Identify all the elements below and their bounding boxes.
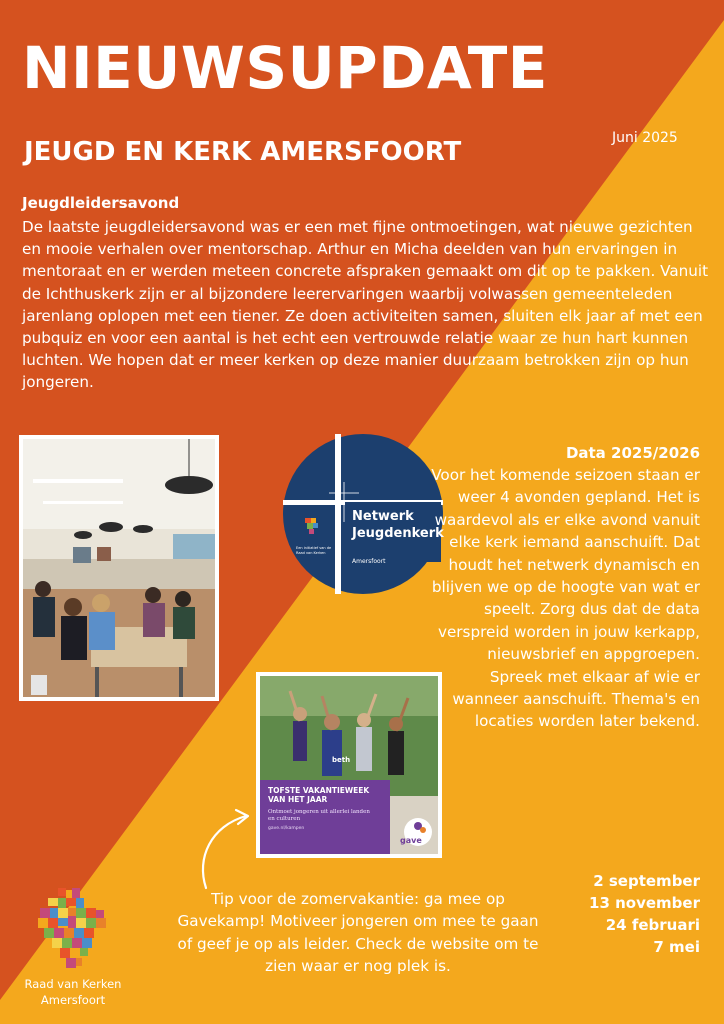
page-title: NIEUWSUPDATE (22, 34, 548, 102)
summer-tip: Tip voor de zomervakantie: ga mee op Gavekamp! Motiveer jongeren om mee te gaan of geef je op als leider. Check de website om te zien waar er nog plek is. (177, 890, 539, 976)
org-name (14, 976, 132, 1008)
date-item: 24 februari (605, 916, 700, 934)
org-name-line1: Raad van Kerken (24, 977, 122, 991)
logo-text-initiative: Een initiatief van de Raad van Kerken (296, 546, 332, 555)
raad-van-kerken-logo (36, 886, 110, 974)
curved-arrow-icon (196, 808, 256, 892)
logo-text-city: Amersfoort (352, 558, 386, 565)
logo-text-netwerk: Netwerk (352, 509, 414, 524)
page-subtitle: JEUGD EN KERK AMERSFOORT (24, 137, 462, 167)
gave-brand: gave (400, 836, 422, 845)
meeting-photo (19, 435, 219, 701)
promo-shirt-text: beth (332, 756, 351, 764)
logo-text-jeugdenkerk: Jeugdenkerk (352, 526, 444, 541)
date-item: 7 mei (653, 938, 700, 956)
date-item: 13 november (589, 894, 700, 912)
section-body-jeugdleidersavond: De laatste jeugdleidersavond was er een met fijne ontmoetingen, wat nieuwe gezichten en mooie verhalen over mentorschap. Arthur en Micha deelden van hun ervaringen in mentoraat en er werden meteen concrete afspraken gemaakt om dit op te pakken. Vanuit de Ichthuskerk zijn er al bijzondere leerervaringen waarbij volwassen gemeenteleden jarenlang oplopen met een tiener. Ze doen activiteiten samen, sluiten elk jaar af met een pubquiz en voor een aantal is het echt een vertrouwde relatie waar ze hun hart kunnen luchten. We hopen dat er meer kerken op deze manier duurzaam betrokken zijn op hun jongeren. (22, 218, 709, 392)
promo-subtitle: Ontmoet jongeren uit allerlei landen en culturen (268, 809, 370, 822)
issue-date: Juni 2025 (612, 130, 678, 146)
gavekamp-promo-image (256, 672, 442, 858)
promo-website: gave.nl/kampen (268, 826, 305, 831)
promo-title: TOFSTE VAKANTIEWEEK VAN HET JAAR (268, 786, 370, 804)
section-body-data: Voor het komende seizoen staan er weer 4 avonden gepland. Het is waardevol als er elke avond vanuit elke kerk iemand aanschuift. Dat houdt het netwerk dynamisch en blijven we op de hoogte van wat er speelt. Zorg dus dat de data verspreid worden in jouw kerkapp, nieuwsbrief en appgroepen. Spreek met elkaar af wie er wanneer aanschuift. Thema's en locaties worden later bekend. (431, 466, 700, 731)
date-item: 2 september (593, 872, 700, 890)
section-title-data: Data 2025/2026 (565, 444, 700, 462)
dates-list (589, 870, 700, 958)
section-title-jeugdleidersavond: Jeugdleidersavond (22, 194, 180, 212)
org-name-line2: Amersfoort (40, 993, 106, 1007)
